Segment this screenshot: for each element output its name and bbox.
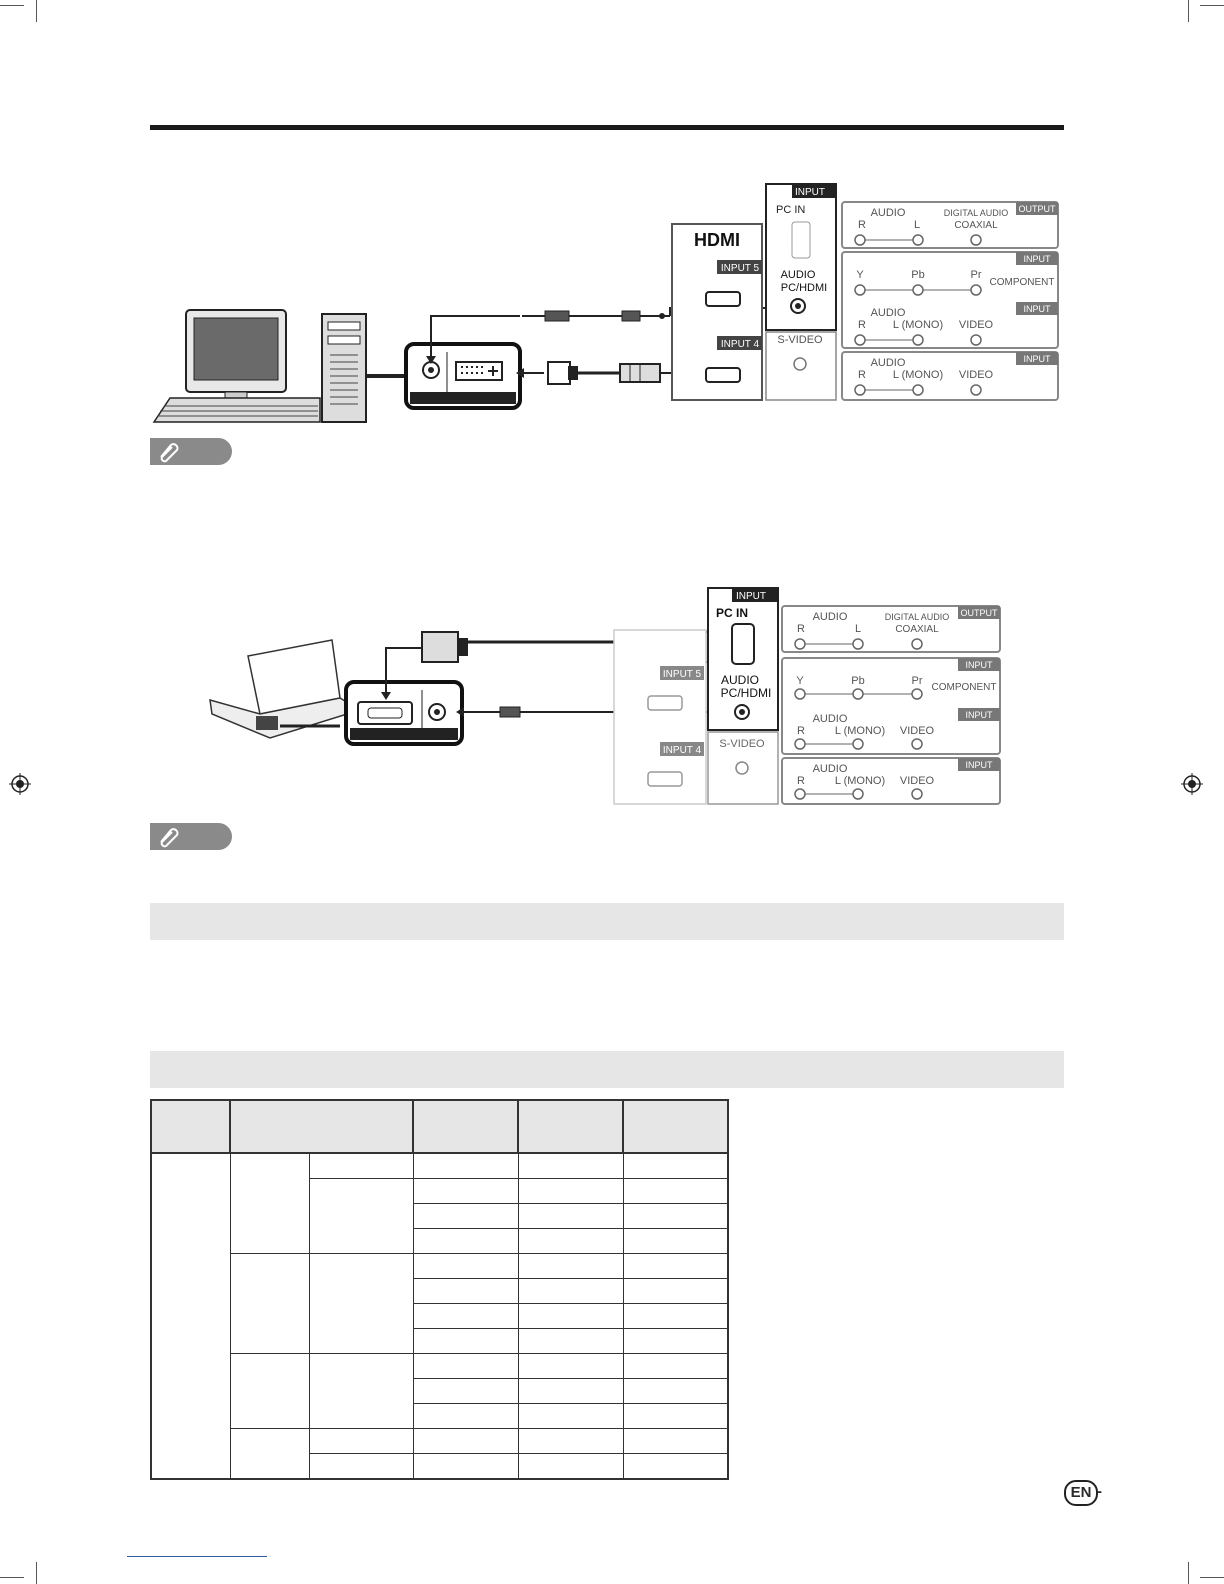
crop-mark [0, 1577, 24, 1578]
crop-mark [1188, 1562, 1189, 1584]
crop-mark [1188, 0, 1189, 22]
svg-text:VIDEO: VIDEO [958, 369, 994, 381]
table-cell [518, 1429, 623, 1454]
registration-mark-icon [1181, 773, 1203, 795]
section-header-band [150, 1051, 1064, 1088]
table-cell [518, 1254, 623, 1279]
table-cell [230, 1254, 309, 1354]
svg-text:S-VIDEO: S-VIDEO [777, 334, 823, 346]
svg-text:R: R [797, 623, 805, 635]
table-row [151, 1153, 728, 1179]
diagram-desktop-pc-connection [150, 180, 1062, 430]
section-header-band [150, 903, 1064, 940]
svg-text:PC IN: PC IN [716, 606, 749, 620]
table-cell [413, 1379, 518, 1404]
svg-text:AUDIO: AUDIO [780, 269, 816, 281]
registration-mark-icon [9, 773, 31, 795]
table-header-cell [623, 1100, 728, 1153]
table-cell [518, 1204, 623, 1229]
input5-label: INPUT 5 [720, 263, 760, 274]
table-cell [518, 1454, 623, 1480]
table-cell [309, 1354, 413, 1429]
svg-text:AUDIO: AUDIO [812, 713, 848, 725]
table-cell [309, 1179, 413, 1254]
svg-text:INPUT 4: INPUT 4 [662, 745, 702, 756]
table-cell [413, 1429, 518, 1454]
table-cell [309, 1429, 413, 1454]
svg-text:INPUT: INPUT [795, 187, 825, 198]
note-tab [150, 438, 232, 465]
svg-text:PC/HDMI: PC/HDMI [780, 282, 828, 294]
hdmi-port-icon [648, 696, 682, 710]
crop-mark [1200, 1577, 1224, 1578]
svg-text:INPUT: INPUT [965, 710, 993, 720]
svg-text:INPUT 5: INPUT 5 [662, 669, 702, 680]
vga-port-icon [792, 222, 810, 258]
hdmi-port-icon [706, 292, 740, 306]
table-header-cell [518, 1100, 623, 1153]
diagram-laptop-pc-connection [200, 586, 1002, 808]
table-cell [413, 1179, 518, 1204]
svg-text:Pb: Pb [851, 675, 865, 687]
table-cell [413, 1153, 518, 1179]
table-cell [413, 1304, 518, 1329]
svg-text:L (MONO): L (MONO) [834, 775, 886, 787]
table-cell [518, 1179, 623, 1204]
svg-text:PC/HDMI: PC/HDMI [720, 686, 772, 700]
svg-text:Pr: Pr [911, 675, 923, 687]
svg-text:L (MONO): L (MONO) [892, 319, 944, 331]
svg-text:L (MONO): L (MONO) [892, 369, 944, 381]
signal-compatibility-table [150, 1099, 729, 1480]
table-cell [413, 1279, 518, 1304]
table-cell [623, 1254, 728, 1279]
svg-text:COAXIAL: COAXIAL [895, 624, 939, 635]
svg-text:AUDIO: AUDIO [812, 763, 848, 775]
svg-text:Pr: Pr [970, 269, 982, 281]
svg-text:INPUT: INPUT [1023, 254, 1051, 264]
svg-text:R: R [797, 775, 805, 787]
language-badge: EN [1064, 1480, 1098, 1506]
svg-text:PC IN: PC IN [776, 204, 806, 216]
table-header-cell [151, 1100, 230, 1153]
svg-text:AUDIO: AUDIO [870, 207, 906, 219]
svg-text:COAXIAL: COAXIAL [954, 220, 998, 231]
table-header-cell [413, 1100, 518, 1153]
table-cell [518, 1304, 623, 1329]
table-cell [623, 1354, 728, 1379]
table-cell [230, 1429, 309, 1480]
svg-text:L: L [855, 623, 862, 635]
svg-text:S-VIDEO: S-VIDEO [719, 738, 765, 750]
footer-link-underline [127, 1556, 267, 1557]
table-cell [623, 1429, 728, 1454]
table-cell [413, 1404, 518, 1429]
table-cell [623, 1153, 728, 1179]
note-tab [150, 823, 232, 850]
svg-text:INPUT: INPUT [736, 591, 766, 602]
paperclip-icon [155, 826, 183, 848]
table-row [151, 1429, 728, 1454]
svg-text:COMPONENT: COMPONENT [989, 277, 1055, 288]
table-cell [518, 1229, 623, 1254]
svg-text:VIDEO: VIDEO [899, 725, 935, 737]
svg-text:R: R [858, 319, 866, 331]
table-cell [623, 1404, 728, 1429]
hdmi-port-icon [706, 368, 740, 382]
vga-port-icon [732, 624, 754, 664]
svg-text:AUDIO: AUDIO [870, 307, 906, 319]
table-row [151, 1254, 728, 1279]
svg-text:INPUT: INPUT [1023, 354, 1051, 364]
table-cell [623, 1229, 728, 1254]
svg-text:OUTPUT: OUTPUT [1018, 204, 1056, 214]
svg-text:Y: Y [856, 269, 864, 281]
table-cell [413, 1229, 518, 1254]
laptop-icon [210, 640, 360, 738]
crop-mark [1200, 5, 1224, 6]
page-number-dash: - [1097, 1483, 1102, 1500]
table-cell [309, 1454, 413, 1480]
crop-mark [36, 1562, 37, 1584]
crop-mark [0, 5, 24, 6]
table-cell [413, 1354, 518, 1379]
table-cell [230, 1153, 309, 1254]
svg-text:L: L [914, 219, 921, 231]
svg-text:L (MONO): L (MONO) [834, 725, 886, 737]
desktop-computer-icon [154, 310, 406, 422]
svg-text:AUDIO: AUDIO [812, 611, 848, 623]
table-header-row [151, 1100, 728, 1153]
table-cell [623, 1179, 728, 1204]
svg-text:DIGITAL AUDIO: DIGITAL AUDIO [943, 208, 1009, 218]
paperclip-icon [155, 441, 183, 463]
table-header-cell [230, 1100, 413, 1153]
table-cell [518, 1279, 623, 1304]
table-cell [623, 1204, 728, 1229]
table-cell [309, 1153, 413, 1179]
svg-text:AUDIO: AUDIO [720, 673, 760, 687]
hdmi-logo: HDMI [694, 230, 740, 250]
table-cell [230, 1354, 309, 1429]
table-cell [623, 1279, 728, 1304]
table-cell [309, 1254, 413, 1354]
crop-mark [36, 0, 37, 22]
table-cell [623, 1304, 728, 1329]
table-cell [623, 1454, 728, 1480]
table-cell [518, 1153, 623, 1179]
svg-text:OUTPUT: OUTPUT [960, 608, 998, 618]
table-cell [413, 1204, 518, 1229]
svg-text:AUDIO: AUDIO [870, 357, 906, 369]
table-cell [413, 1454, 518, 1480]
svg-text:R: R [858, 219, 866, 231]
table-cell [518, 1329, 623, 1354]
svg-text:R: R [858, 369, 866, 381]
table-cell [518, 1354, 623, 1379]
hdmi-port-icon [648, 772, 682, 786]
table-cell [623, 1379, 728, 1404]
table-cell [151, 1153, 230, 1479]
svg-text:VIDEO: VIDEO [958, 319, 994, 331]
svg-text:COMPONENT: COMPONENT [931, 682, 997, 693]
svg-text:INPUT: INPUT [965, 760, 993, 770]
table-row [151, 1354, 728, 1379]
svg-text:INPUT: INPUT [965, 660, 993, 670]
svg-text:R: R [797, 725, 805, 737]
table-cell [413, 1329, 518, 1354]
svg-text:Y: Y [796, 675, 804, 687]
table-cell [518, 1379, 623, 1404]
table-cell [623, 1329, 728, 1354]
table-cell [518, 1404, 623, 1429]
svg-text:DIGITAL AUDIO: DIGITAL AUDIO [884, 612, 950, 622]
heading-rule [150, 125, 1064, 130]
svg-text:Pb: Pb [911, 269, 925, 281]
table-cell [413, 1254, 518, 1279]
input4-label: INPUT 4 [720, 339, 760, 350]
svg-text:VIDEO: VIDEO [899, 775, 935, 787]
svg-text:INPUT: INPUT [1023, 304, 1051, 314]
